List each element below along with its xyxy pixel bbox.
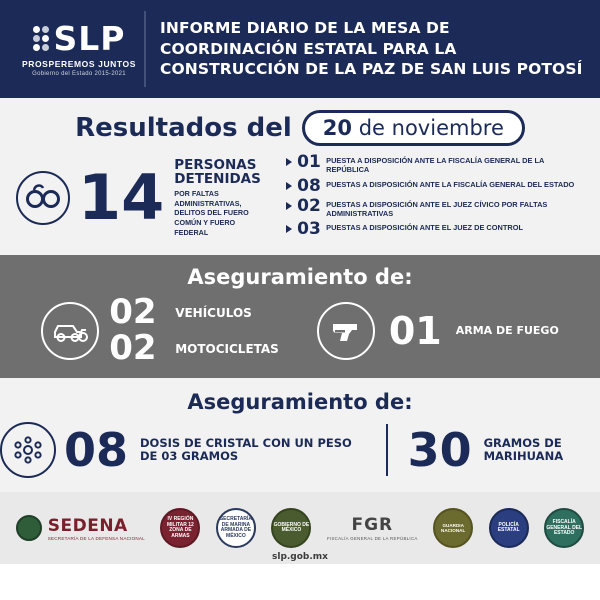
sedena-sub: SECRETARÍA DE LA DEFENSA NACIONAL — [47, 535, 145, 541]
fiscalia-estado-logo: FISCALÍA GENERAL DEL ESTADO — [544, 508, 584, 548]
breakdown-count: 02 — [297, 195, 321, 216]
triangle-bullet-icon — [286, 158, 292, 166]
list-item — [109, 292, 279, 332]
drug-section-title: Aseguramiento de: — [187, 390, 413, 415]
gobierno-mexico-logo: GOBIERNO DE MÉXICO — [271, 508, 311, 548]
slp-logo — [14, 11, 146, 87]
results-section — [0, 98, 600, 255]
semar-logo: SECRETARÍA DE MARINA ARMADA DE MÉXICO — [216, 508, 256, 548]
motorcycle-label: MOTOCICLETAS — [175, 341, 279, 356]
breakdown-text: PUESTAS A DISPOSICIÓN ANTE EL JUEZ DE CONTROL — [326, 223, 523, 232]
marihuana-count: 30 — [407, 423, 472, 478]
motorcycle-count: 02 — [109, 327, 157, 368]
slp-dots-icon — [33, 26, 49, 51]
fgr-word: FGR — [351, 515, 394, 536]
fgr-sub: FISCALÍA GENERAL DE LA REPÚBLICA — [326, 536, 418, 542]
footer — [0, 492, 600, 564]
crystal-label: DOSIS DE CRISTAL CON UN PESO DE 03 GRAMOS — [140, 436, 352, 464]
detained-note: POR FALTAS ADMINISTRATIVAS, DELITOS DEL FUERO COMÚN Y FUERO FEDERAL — [174, 188, 249, 237]
triangle-bullet-icon — [286, 225, 292, 233]
breakdown-text: PUESTAS A DISPOSICIÓN ANTE LA FISCALÍA GENERAL DEL ESTADO — [326, 179, 575, 189]
handgun-icon — [317, 302, 375, 360]
slp-tagline: PROSPEREMOS JUNTOS — [21, 58, 137, 69]
detained-count: 14 — [78, 160, 165, 234]
detained-row — [0, 152, 600, 241]
eagle-seal-icon — [16, 515, 42, 541]
molecule-icon — [0, 422, 56, 478]
breakdown-count: 08 — [297, 175, 321, 196]
breakdown-list — [286, 154, 584, 241]
marihuana-label: GRAMOS DE MARIHUANA — [483, 436, 564, 464]
results-label: Resultados del — [75, 113, 292, 143]
breakdown-count: 01 — [297, 152, 321, 172]
website-url[interactable]: slp.gob.mx — [272, 552, 328, 563]
list-item — [286, 154, 584, 175]
list-item — [286, 195, 584, 219]
handcuffs-icon — [16, 171, 70, 225]
drug-seizure-section — [0, 378, 600, 492]
policia-estatal-logo: POLICÍA ESTATAL — [489, 508, 529, 548]
sedena-logo — [16, 515, 145, 541]
slp-brand: SLP — [53, 18, 126, 58]
triangle-bullet-icon — [286, 182, 292, 190]
breakdown-text: PUESTA A DISPOSICIÓN ANTE LA FISCALÍA GENERAL DE LA REPÚBLICA — [326, 156, 545, 175]
guardia-nacional-logo: GUARDIA NACIONAL — [433, 508, 473, 548]
triangle-bullet-icon — [286, 202, 292, 210]
car-motorcycle-icon — [41, 302, 99, 360]
weapon-label: ARMA DE FUEGO — [455, 324, 559, 338]
breakdown-count: 03 — [297, 219, 321, 239]
date-badge — [302, 110, 525, 146]
sedena-word: SEDENA — [47, 515, 128, 536]
header — [0, 0, 600, 98]
breakdown-text: PUESTAS A DISPOSICIÓN ANTE EL JUEZ CÍVICO POR FALTAS ADMINISTRATIVAS — [326, 199, 548, 218]
crystal-count: 08 — [64, 423, 129, 478]
results-header — [0, 110, 600, 146]
list-item — [286, 175, 584, 196]
divider — [386, 424, 387, 476]
vehicle-seizure-section — [0, 255, 600, 378]
vehicle-counts — [109, 292, 279, 368]
vehicle-label: VEHÍCULOS — [175, 305, 252, 320]
list-item — [286, 221, 584, 238]
date-rest: de noviembre — [358, 116, 504, 140]
page-title: INFORME DIARIO DE LA MESA DE COORDINACIÓN ESTATAL PARA LA CONSTRUCCIÓN DE LA PAZ DE SAN LUIS POTOSÍ — [160, 19, 583, 79]
weapon-count: 01 — [388, 308, 442, 353]
list-item — [109, 327, 279, 368]
fgr-logo — [327, 515, 418, 541]
slp-subtitle: Gobierno del Estado 2015-2021 — [32, 70, 126, 77]
detained-title: PERSONAS DETENIDAS — [174, 156, 261, 187]
vehicle-count: 02 — [109, 292, 157, 332]
vehicle-section-title: Aseguramiento de: — [187, 265, 413, 289]
date-day: 20 — [322, 116, 353, 140]
iv-region-militar-logo: IV REGIÓN MILITAR 12 ZONA DE ARMAS — [160, 508, 200, 548]
